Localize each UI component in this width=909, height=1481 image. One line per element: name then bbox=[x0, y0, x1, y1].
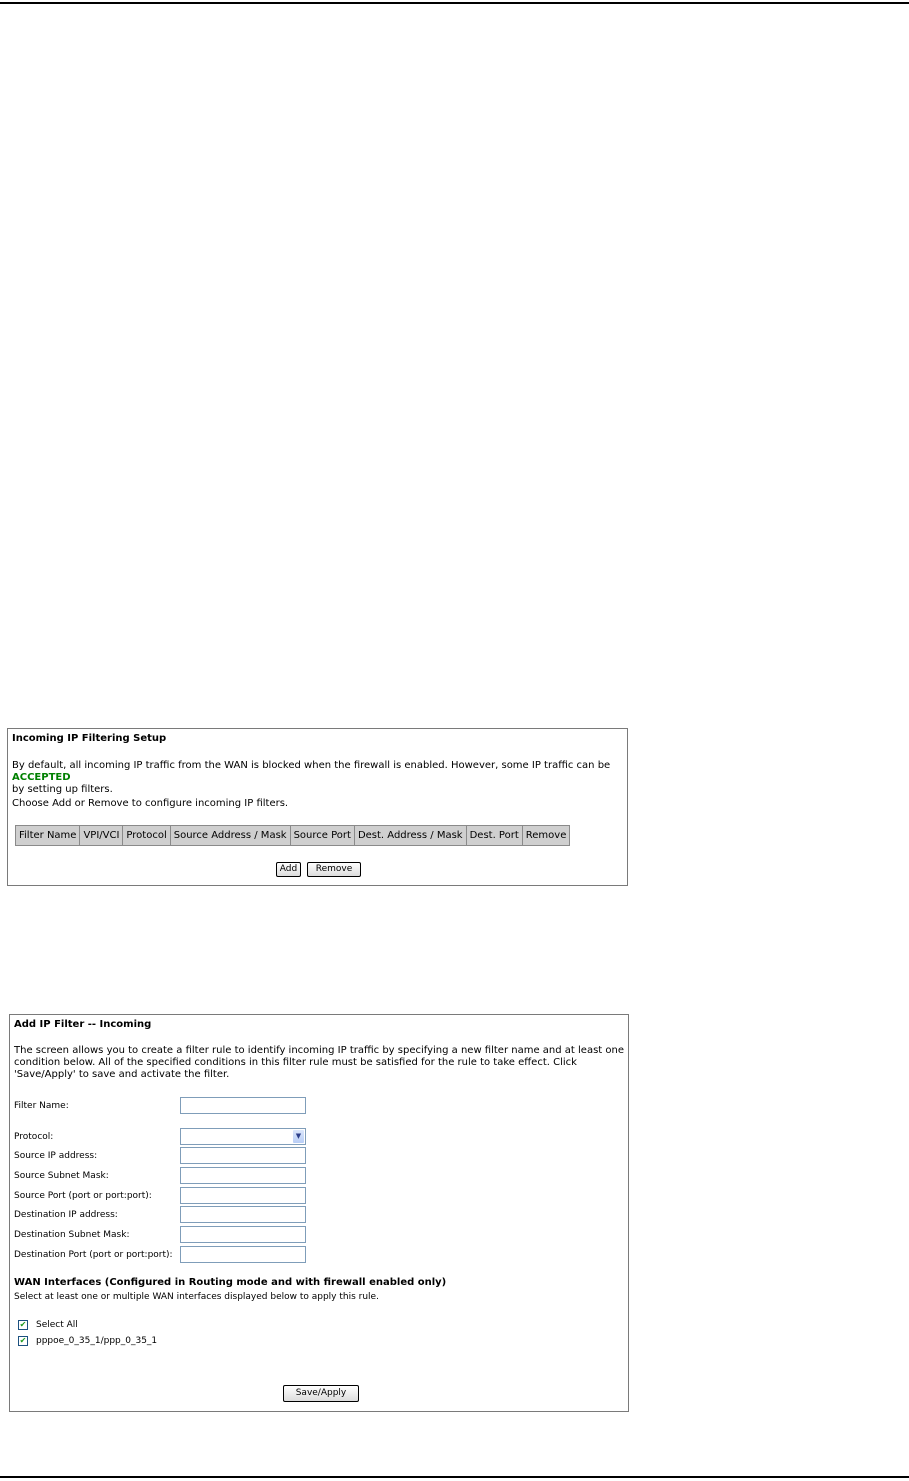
dest-mask-input[interactable] bbox=[180, 1226, 306, 1243]
dest-ip-label: Destination IP address: bbox=[14, 1210, 118, 1220]
wan-interfaces-title: WAN Interfaces (Configured in Routing mode and with firewall enabled only) bbox=[14, 1277, 447, 1288]
source-mask-label: Source Subnet Mask: bbox=[14, 1171, 109, 1181]
add-filter-title: Add IP Filter -- Incoming bbox=[14, 1019, 152, 1030]
select-all-checkbox[interactable] bbox=[18, 1320, 28, 1330]
dest-port-input[interactable] bbox=[180, 1246, 306, 1263]
chevron-down-icon[interactable]: ▼ bbox=[293, 1130, 304, 1143]
intro-accent: ACCEPTED bbox=[12, 772, 71, 783]
col-dest-port: Dest. Port bbox=[466, 826, 522, 846]
bottom-rule bbox=[0, 1476, 909, 1478]
filter-name-label: Filter Name: bbox=[14, 1101, 69, 1111]
source-port-input[interactable] bbox=[180, 1187, 306, 1204]
dest-ip-input[interactable] bbox=[180, 1206, 306, 1223]
source-ip-label: Source IP address: bbox=[14, 1151, 98, 1161]
incoming-setup-title: Incoming IP Filtering Setup bbox=[12, 733, 167, 744]
check-icon: ✔ bbox=[19, 1336, 27, 1345]
col-source-address-mask: Source Address / Mask bbox=[170, 826, 290, 846]
protocol-select[interactable] bbox=[180, 1128, 306, 1145]
col-remove: Remove bbox=[522, 826, 570, 846]
interface-label: pppoe_0_35_1/ppp_0_35_1 bbox=[36, 1336, 158, 1346]
col-source-port: Source Port bbox=[290, 826, 354, 846]
col-filter-name: Filter Name bbox=[16, 826, 80, 846]
intro-end: by setting up filters. bbox=[12, 784, 113, 795]
incoming-filter-table bbox=[15, 825, 570, 846]
check-icon: ✔ bbox=[19, 1320, 27, 1329]
col-protocol: Protocol bbox=[123, 826, 170, 846]
incoming-setup-panel bbox=[7, 728, 628, 886]
protocol-label: Protocol: bbox=[14, 1132, 54, 1142]
source-mask-input[interactable] bbox=[180, 1167, 306, 1184]
add-filter-panel bbox=[9, 1014, 629, 1412]
incoming-setup-instruction: Choose Add or Remove to configure incoming IP filters. bbox=[12, 798, 289, 809]
table-header-row bbox=[16, 826, 570, 846]
select-all-label: Select All bbox=[36, 1320, 78, 1330]
save-apply-button[interactable]: Save/Apply bbox=[283, 1385, 359, 1402]
add-filter-description: The screen allows you to create a filter rule to identify incoming IP traffic by specifying a new filter name and at least one condition below. All of the specified conditions in this filter rule must be satisfied for the rule to take effect. Click 'Save/Apply' to save and activate the filter. bbox=[14, 1045, 624, 1080]
incoming-setup-intro bbox=[12, 760, 623, 796]
dest-port-label: Destination Port (port or port:port): bbox=[14, 1250, 173, 1260]
top-rule bbox=[0, 2, 909, 4]
source-port-label: Source Port (port or port:port): bbox=[14, 1191, 152, 1201]
col-vpi-vci: VPI/VCI bbox=[80, 826, 123, 846]
dest-mask-label: Destination Subnet Mask: bbox=[14, 1230, 130, 1240]
col-dest-address-mask: Dest. Address / Mask bbox=[354, 826, 466, 846]
source-ip-input[interactable] bbox=[180, 1147, 306, 1164]
interface-checkbox[interactable] bbox=[18, 1336, 28, 1346]
wan-instruction: Select at least one or multiple WAN interfaces displayed below to apply this rule. bbox=[14, 1292, 379, 1302]
filter-name-input[interactable] bbox=[180, 1097, 306, 1114]
add-button[interactable]: Add bbox=[276, 862, 301, 877]
remove-button[interactable]: Remove bbox=[307, 862, 361, 877]
intro-text: By default, all incoming IP traffic from the WAN is blocked when the firewall is enabled. However, some IP traffic can be bbox=[12, 760, 611, 771]
